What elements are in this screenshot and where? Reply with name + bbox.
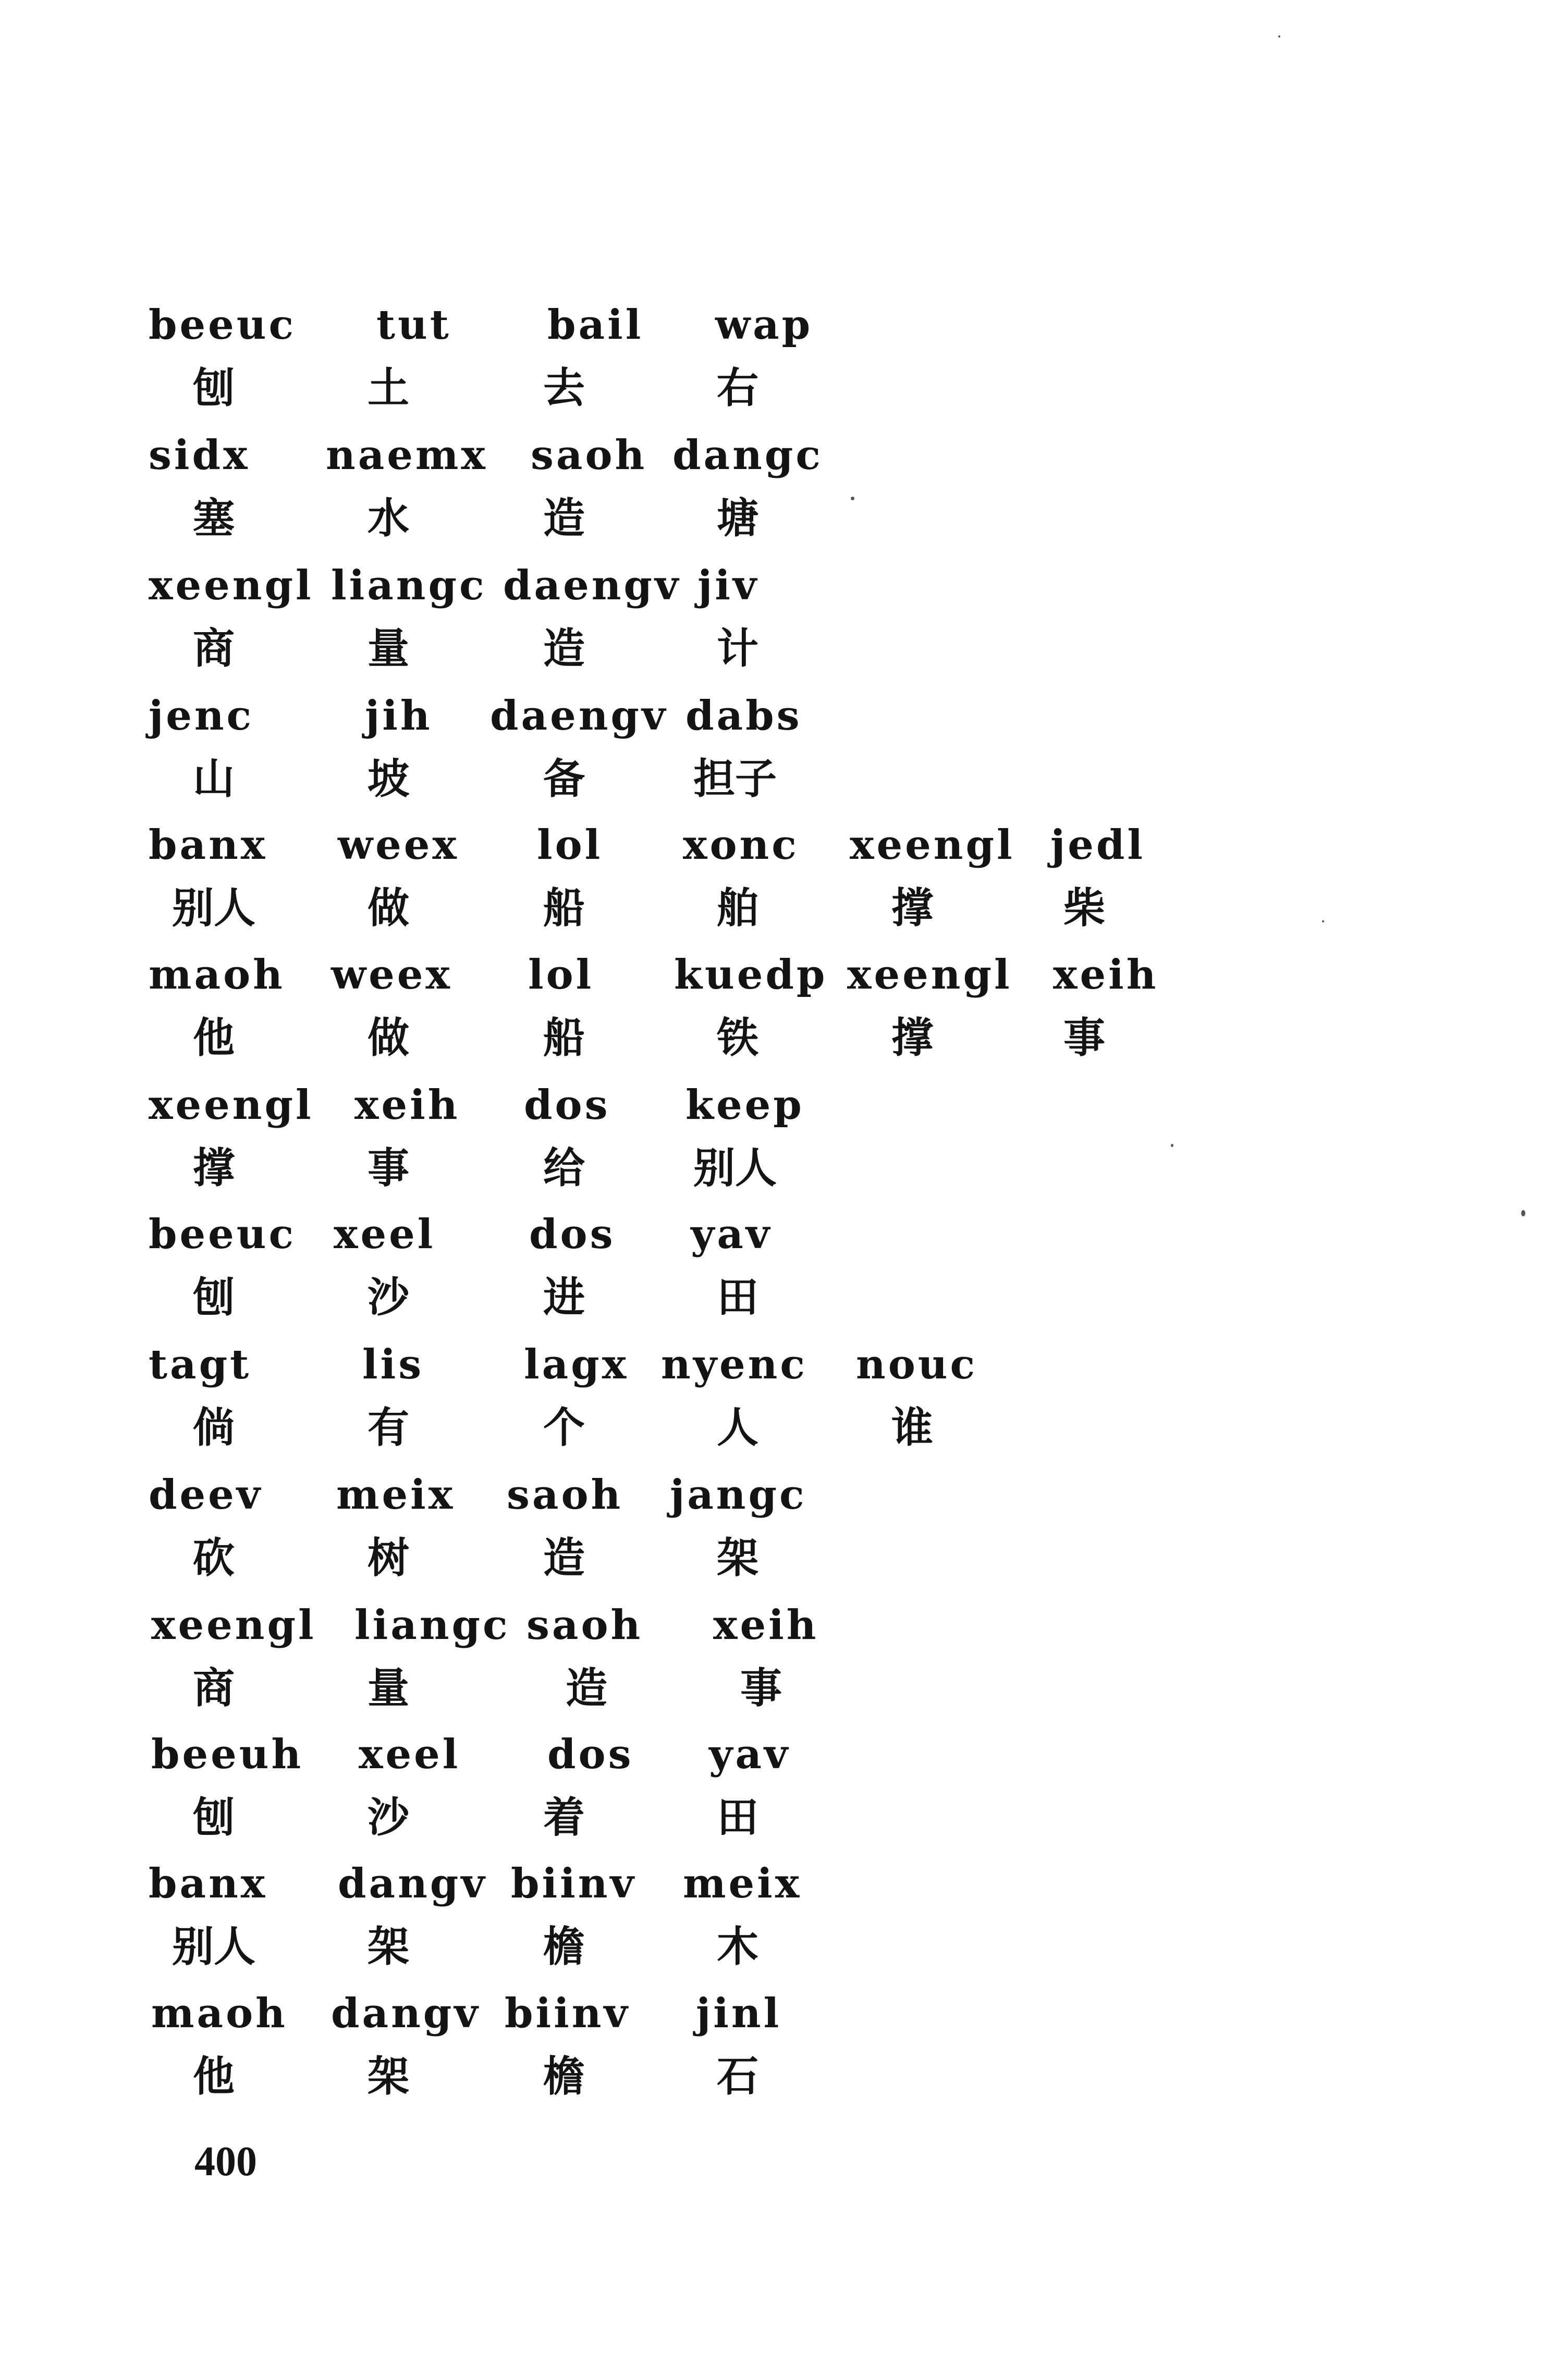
latin-word: xeengl bbox=[850, 821, 1015, 869]
latin-word: weex bbox=[338, 821, 459, 869]
text-row-8 bbox=[0, 1211, 1542, 1345]
scan-speck bbox=[1278, 35, 1280, 38]
chinese-gloss: 刨 bbox=[193, 1793, 235, 1842]
latin-word: dangv bbox=[331, 1990, 481, 2037]
latin-word: dos bbox=[529, 1211, 616, 1258]
chinese-gloss: 刨 bbox=[193, 1273, 235, 1322]
text-row-9 bbox=[0, 1341, 1542, 1475]
latin-word: naemx bbox=[326, 431, 488, 479]
latin-word: beeuc bbox=[149, 301, 296, 349]
latin-word: jinl bbox=[696, 1990, 782, 2037]
chinese-gloss: 事 bbox=[1063, 1014, 1105, 1062]
latin-word: nyenc bbox=[661, 1341, 807, 1388]
latin-word: daengv bbox=[490, 692, 668, 739]
text-row-2 bbox=[0, 431, 1542, 565]
latin-word: xeengl bbox=[151, 1601, 316, 1649]
latin-word: jedl bbox=[1050, 821, 1146, 869]
latin-word: meix bbox=[336, 1471, 456, 1519]
chinese-gloss: 个 bbox=[543, 1403, 585, 1452]
latin-word: banx bbox=[149, 821, 268, 869]
latin-word: maoh bbox=[151, 1990, 288, 2037]
chinese-gloss: 计 bbox=[717, 624, 758, 673]
text-row-5 bbox=[0, 821, 1542, 955]
chinese-gloss: 土 bbox=[368, 364, 409, 412]
text-row-7 bbox=[0, 1081, 1542, 1215]
text-row-6 bbox=[0, 951, 1542, 1085]
chinese-gloss: 别人 bbox=[172, 1922, 255, 1971]
chinese-gloss: 砍 bbox=[193, 1534, 235, 1582]
chinese-gloss: 刨 bbox=[193, 364, 235, 412]
chinese-gloss: 石 bbox=[717, 2052, 758, 2101]
chinese-gloss: 撑 bbox=[891, 1014, 933, 1062]
chinese-gloss: 坡 bbox=[368, 755, 409, 803]
chinese-gloss: 沙 bbox=[368, 1273, 409, 1322]
chinese-gloss: 造 bbox=[566, 1664, 607, 1712]
latin-word: dos bbox=[524, 1081, 610, 1129]
latin-word: deev bbox=[149, 1471, 263, 1519]
chinese-gloss: 柴 bbox=[1063, 884, 1105, 932]
text-row-12 bbox=[0, 1731, 1542, 1865]
scan-speck bbox=[1521, 1210, 1525, 1216]
chinese-gloss: 事 bbox=[740, 1664, 782, 1712]
latin-word: lol bbox=[528, 951, 594, 998]
latin-word: weex bbox=[331, 951, 452, 998]
latin-word: lis bbox=[362, 1341, 424, 1388]
chinese-gloss: 做 bbox=[368, 1014, 409, 1062]
chinese-gloss: 倘 bbox=[193, 1403, 235, 1452]
text-row-1 bbox=[0, 301, 1542, 435]
chinese-gloss: 田 bbox=[717, 1793, 758, 1842]
text-row-4 bbox=[0, 692, 1542, 826]
chinese-gloss: 架 bbox=[717, 1534, 758, 1582]
latin-word: jiv bbox=[697, 562, 760, 609]
text-row-3 bbox=[0, 562, 1542, 696]
latin-word: liangc bbox=[354, 1601, 510, 1649]
chinese-gloss: 进 bbox=[543, 1273, 585, 1322]
chinese-gloss: 别人 bbox=[693, 1144, 777, 1192]
chinese-gloss: 有 bbox=[368, 1403, 409, 1452]
latin-word: dangc bbox=[672, 431, 823, 479]
chinese-gloss: 沙 bbox=[368, 1793, 409, 1842]
latin-word: saoh bbox=[531, 431, 647, 479]
chinese-gloss: 塞 bbox=[193, 494, 235, 542]
text-row-11 bbox=[0, 1601, 1542, 1735]
latin-word: beeuh bbox=[151, 1731, 304, 1778]
latin-word: biinv bbox=[505, 1990, 630, 2037]
latin-word: lagx bbox=[524, 1341, 629, 1388]
chinese-gloss: 商 bbox=[193, 624, 235, 673]
chinese-gloss: 田 bbox=[717, 1273, 758, 1322]
text-row-14 bbox=[0, 1990, 1542, 2124]
latin-word: sidx bbox=[149, 431, 250, 479]
latin-word: jenc bbox=[149, 692, 254, 739]
chinese-gloss: 谁 bbox=[891, 1403, 933, 1452]
latin-word: saoh bbox=[527, 1601, 643, 1649]
chinese-gloss: 木 bbox=[717, 1922, 758, 1971]
chinese-gloss: 他 bbox=[193, 1014, 235, 1062]
chinese-gloss: 事 bbox=[368, 1144, 409, 1192]
latin-word: daengv bbox=[503, 562, 681, 609]
chinese-gloss: 撑 bbox=[891, 884, 933, 932]
latin-word: xeih bbox=[713, 1601, 819, 1649]
latin-word: jangc bbox=[670, 1471, 807, 1519]
latin-word: jih bbox=[365, 692, 433, 739]
chinese-gloss: 架 bbox=[368, 2052, 409, 2101]
latin-word: kuedp bbox=[674, 951, 828, 998]
chinese-gloss: 去 bbox=[543, 364, 585, 412]
latin-word: xeih bbox=[1053, 951, 1159, 998]
page-number: 400 bbox=[194, 2139, 257, 2185]
latin-word: xonc bbox=[683, 821, 799, 869]
latin-word: xeel bbox=[359, 1731, 461, 1778]
chinese-gloss: 山 bbox=[193, 755, 235, 803]
latin-word: bail bbox=[547, 301, 644, 349]
latin-word: biinv bbox=[511, 1860, 637, 1907]
chinese-gloss: 给 bbox=[543, 1144, 585, 1192]
latin-word: xeengl bbox=[847, 951, 1012, 998]
latin-word: lol bbox=[537, 821, 603, 869]
latin-word: yav bbox=[691, 1211, 773, 1258]
latin-word: dangv bbox=[338, 1860, 487, 1907]
latin-word: tut bbox=[376, 301, 451, 349]
latin-word: xeel bbox=[334, 1211, 436, 1258]
latin-word: xeengl bbox=[149, 1081, 314, 1129]
chinese-gloss: 檐 bbox=[543, 2052, 585, 2101]
scan-speck bbox=[1171, 1144, 1173, 1147]
chinese-gloss: 树 bbox=[368, 1534, 409, 1582]
latin-word: liangc bbox=[331, 562, 487, 609]
chinese-gloss: 商 bbox=[193, 1664, 235, 1712]
chinese-gloss: 船 bbox=[543, 884, 585, 932]
scan-speck bbox=[851, 497, 854, 500]
text-row-13 bbox=[0, 1860, 1542, 1994]
scan-speck bbox=[1322, 920, 1324, 922]
latin-word: dabs bbox=[686, 692, 802, 739]
chinese-gloss: 铁 bbox=[717, 1014, 758, 1062]
chinese-gloss: 檐 bbox=[543, 1922, 585, 1971]
latin-word: beeuc bbox=[149, 1211, 296, 1258]
text-row-10 bbox=[0, 1471, 1542, 1605]
chinese-gloss: 别人 bbox=[172, 884, 255, 932]
chinese-gloss: 架 bbox=[368, 1922, 409, 1971]
chinese-gloss: 船 bbox=[543, 1014, 585, 1062]
latin-word: maoh bbox=[149, 951, 285, 998]
latin-word: xeih bbox=[354, 1081, 460, 1129]
chinese-gloss: 水 bbox=[368, 494, 409, 542]
latin-word: tagt bbox=[149, 1341, 252, 1388]
chinese-gloss: 量 bbox=[368, 624, 409, 673]
chinese-gloss: 量 bbox=[368, 1664, 409, 1712]
chinese-gloss: 担子 bbox=[693, 755, 777, 803]
chinese-gloss: 做 bbox=[368, 884, 409, 932]
latin-word: wap bbox=[715, 301, 813, 349]
latin-word: yav bbox=[709, 1731, 791, 1778]
latin-word: dos bbox=[547, 1731, 634, 1778]
chinese-gloss: 右 bbox=[717, 364, 758, 412]
latin-word: nouc bbox=[856, 1341, 977, 1388]
latin-word: xeengl bbox=[149, 562, 314, 609]
chinese-gloss: 备 bbox=[543, 755, 585, 803]
chinese-gloss: 撑 bbox=[193, 1144, 235, 1192]
chinese-gloss: 造 bbox=[543, 494, 585, 542]
chinese-gloss: 着 bbox=[543, 1793, 585, 1842]
latin-word: keep bbox=[686, 1081, 804, 1129]
chinese-gloss: 造 bbox=[543, 624, 585, 673]
chinese-gloss: 人 bbox=[717, 1403, 758, 1452]
latin-word: saoh bbox=[507, 1471, 623, 1519]
latin-word: meix bbox=[683, 1860, 802, 1907]
chinese-gloss: 塘 bbox=[717, 494, 758, 542]
chinese-gloss: 舶 bbox=[717, 884, 758, 932]
chinese-gloss: 他 bbox=[193, 2052, 235, 2101]
latin-word: banx bbox=[149, 1860, 268, 1907]
chinese-gloss: 造 bbox=[543, 1534, 585, 1582]
